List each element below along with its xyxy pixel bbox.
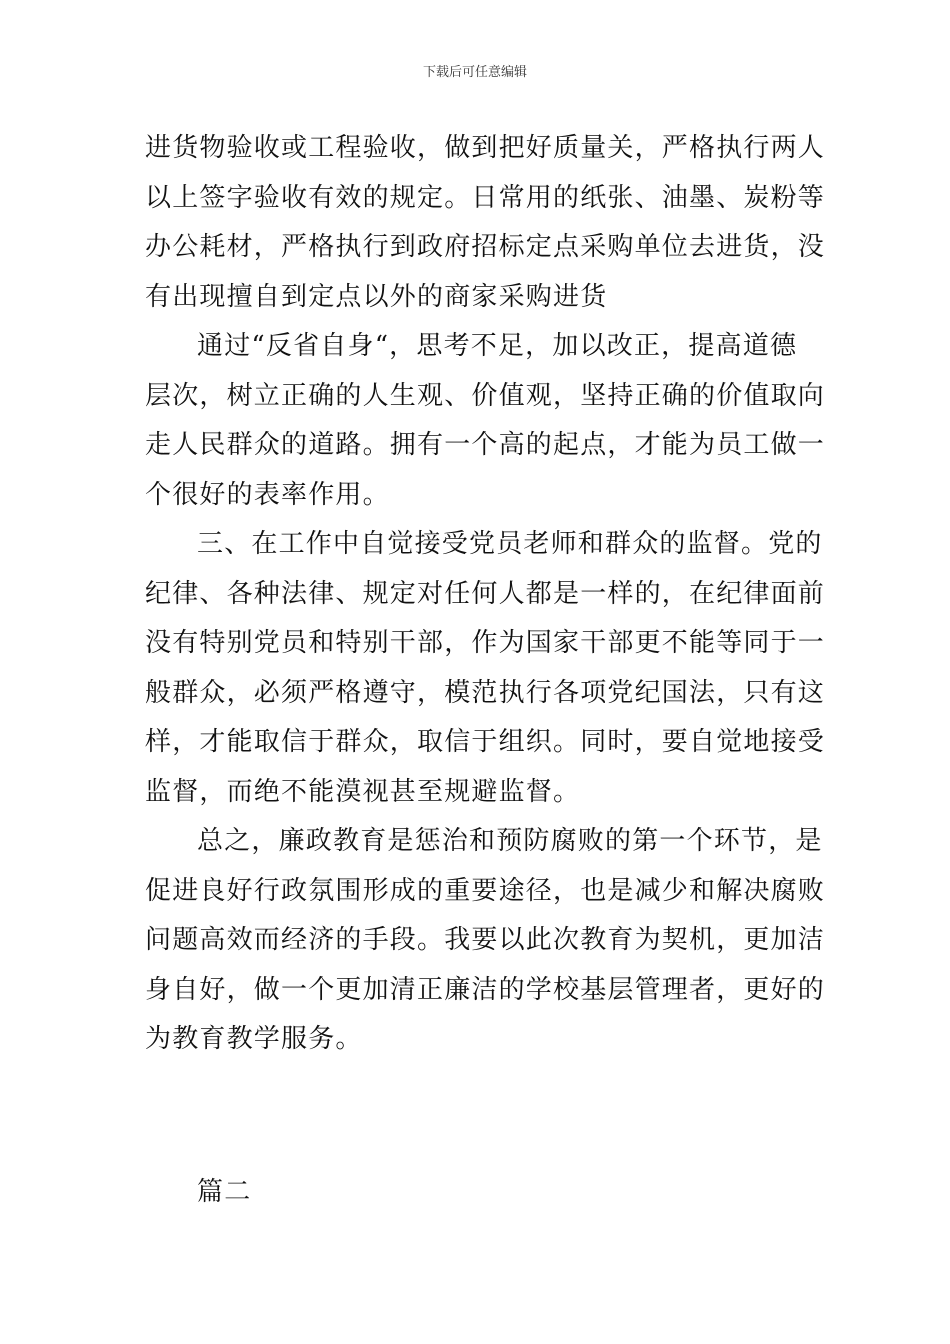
text-line: 通过“反省自身“，思考不足，加以改正，提高道德 [197, 331, 798, 361]
text-line: 样，才能取信于群众，取信于组织。同时，要自觉地接受 [145, 727, 826, 757]
text-line: 个很好的表率作用。 [145, 479, 390, 510]
text-line: 有出现擅自到定点以外的商家采购进货 [145, 281, 608, 312]
text-line: 以上签字验收有效的规定。日常用的纸张、油墨、炭粉等 [145, 182, 826, 213]
text-line: 进货物验收或工程验收，做到把好质量关，严格执行两人 [145, 133, 826, 163]
text-line: 三、在工作中自觉接受党员老师和群众的监督。党的 [197, 529, 823, 559]
text-line: 走人民群众的道路。拥有一个高的起点，才能为员工做一 [145, 430, 826, 460]
paragraph-continued [145, 124, 826, 322]
text-line: 没有特别党员和特别干部，作为国家干部更不能等同于一 [145, 628, 826, 658]
text-line: 总之，廉政教育是惩治和预防腐败的第一个环节，是 [197, 826, 823, 856]
page-header: 下载后可任意编辑 [422, 65, 527, 80]
paragraph-supervision [145, 520, 826, 817]
text-line: 监督，而绝不能漠视甚至规避监督。 [145, 776, 581, 807]
text-line: 问题高效而经济的手段。我要以此次教育为契机，更加洁 [145, 925, 826, 955]
section-heading: 篇二 [197, 1177, 252, 1207]
text-line: 层次，树立正确的人生观、价值观，坚持正确的价值取向 [145, 380, 826, 411]
text-line: 为教育教学服务。 [145, 1024, 363, 1054]
text-line: 办公耗材，严格执行到政府招标定点采购单位去进货，没 [145, 232, 826, 262]
paragraph-self-reflection [145, 322, 826, 520]
text-line: 促进良好行政氛围形成的重要途径，也是减少和解决腐败 [145, 875, 826, 906]
text-line: 纪律、各种法律、规定对任何人都是一样的，在纪律面前 [145, 578, 826, 609]
text-line: 身自好，做一个更加清正廉洁的学校基层管理者，更好的 [145, 974, 826, 1005]
document-body [145, 124, 826, 1065]
text-line: 般群众，必须严格遵守，模范执行各项党纪国法，只有这 [145, 677, 826, 708]
paragraph-conclusion [145, 817, 826, 1065]
